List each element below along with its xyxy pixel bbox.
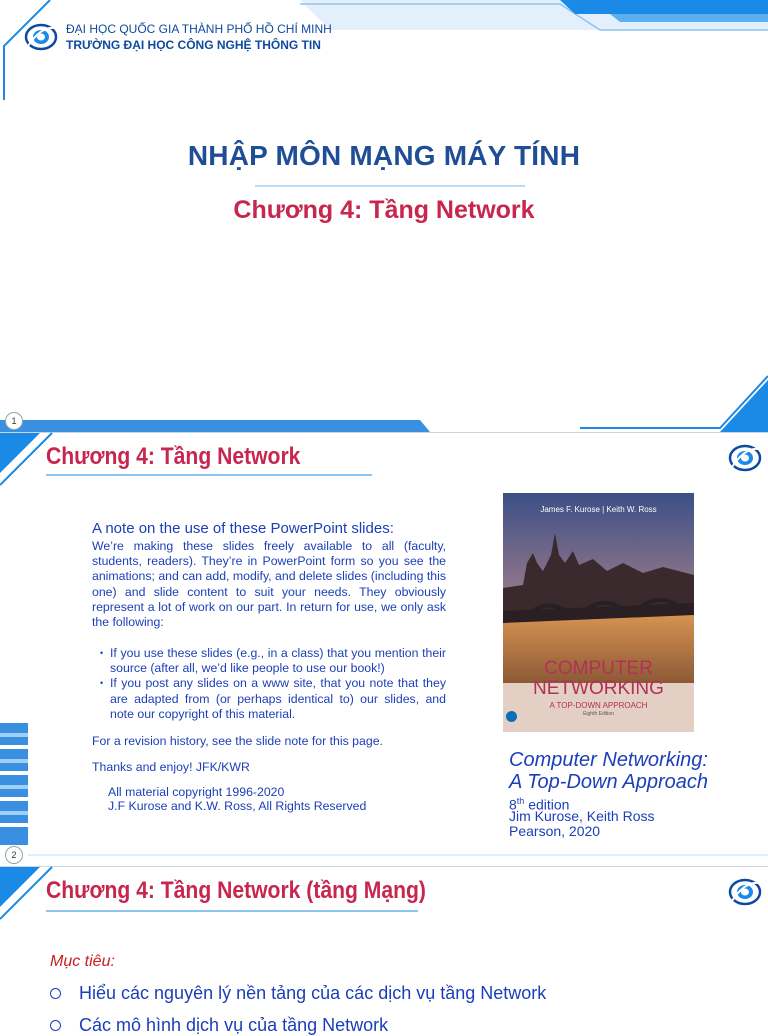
note-title: A note on the use of these PowerPoint slides: <box>92 520 394 537</box>
book-title-line: NETWORKING <box>533 678 664 699</box>
book-edition: Eighth Edition <box>583 711 614 717</box>
book-edition-line: 8th edition <box>509 796 570 813</box>
book-title-line: COMPUTER <box>544 658 653 679</box>
book-cover-image <box>503 493 694 732</box>
note-body: We’re making these slides freely available to all (faculty, students, readers). They’re in PowerPoint form so you see the animations; and can add, modify, and delete slides (including this one) and slide content to suit your needs. They obviously represent a lot of work on our part. In return for use, we only ask the following: <box>92 539 446 630</box>
slide-3 <box>0 867 768 1035</box>
page-number: 2 <box>5 846 23 864</box>
bullet-list <box>100 646 446 722</box>
list-item: • If you use these slides (e.g., in a class) that you mention their source (after all, we’d like people to use our book!) <box>100 646 446 676</box>
publisher-logo-icon <box>506 711 517 722</box>
slide-subtitle: Chương 4: Tầng Network <box>233 196 535 224</box>
copyright-line: All material copyright 1996-2020 <box>108 785 285 799</box>
list-item: • If you post any slides on a www site, that you note that they are adapted from (or perhaps identical to) our slides, and note our copyright of this material. <box>100 676 446 721</box>
book-publisher-line: Pearson, 2020 <box>509 823 601 839</box>
revision-note: For a revision history, see the slide note for this page. <box>92 734 383 748</box>
university-logo-icon <box>24 22 58 52</box>
book-caption-title: Computer Networking: <box>509 749 708 771</box>
slide-2 <box>0 433 768 866</box>
page-number: 1 <box>5 412 23 430</box>
slide-heading: Chương 4: Tầng Network (tầng Mạng) <box>46 877 426 904</box>
book-author-line: Jim Kurose, Keith Ross <box>509 808 655 824</box>
university-logo-icon <box>728 443 762 473</box>
copyright-line: J.F Kurose and K.W. Ross, All Rights Reserved <box>108 799 367 813</box>
bullet-circle-icon <box>50 988 61 999</box>
list-item: Hiểu các nguyên lý nền tảng của các dịch vụ tầng Network <box>50 983 546 1004</box>
objective-label: Mục tiêu: <box>50 953 115 970</box>
university-name: ĐẠI HỌC QUỐC GIA THÀNH PHỐ HỒ CHÍ MINH <box>66 22 332 36</box>
book-subtitle: A TOP-DOWN APPROACH <box>549 701 648 710</box>
book-authors-on-cover: James F. Kurose | Keith W. Ross <box>540 505 657 514</box>
faculty-name: TRƯỜNG ĐẠI HỌC CÔNG NGHỆ THÔNG TIN <box>66 38 321 52</box>
university-logo-icon <box>728 877 762 907</box>
slide-1 <box>0 0 768 432</box>
thanks-note: Thanks and enjoy! JFK/KWR <box>92 760 250 774</box>
bullet-circle-icon <box>50 1020 61 1031</box>
side-blocks <box>0 723 28 845</box>
list-item: Các mô hình dịch vụ của tầng Network <box>50 1015 388 1036</box>
slide-heading: Chương 4: Tầng Network <box>46 443 301 470</box>
slide-title: NHẬP MÔN MẠNG MÁY TÍNH <box>187 140 581 171</box>
book-caption-subtitle: A Top-Down Approach <box>509 771 709 793</box>
